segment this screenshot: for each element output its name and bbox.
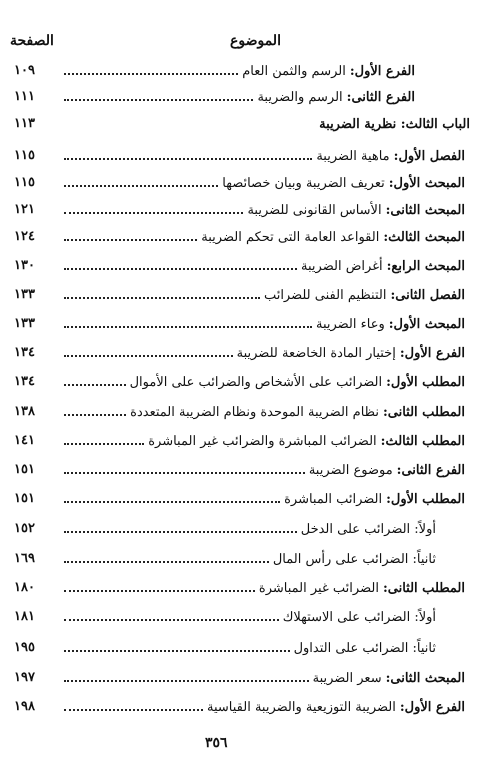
dot-leader — [64, 650, 290, 652]
toc-entry-title — [60, 371, 465, 393]
toc-entry-text: الضريبة التوزيعية والضريبة القياسية — [207, 699, 396, 715]
toc-entry — [0, 518, 500, 540]
toc-entry-label: المبحث الرابع: — [386, 258, 465, 274]
dot-leader — [64, 297, 260, 299]
toc-page-number: ١٤١ — [14, 433, 35, 448]
toc-entry — [0, 313, 500, 335]
toc-page-number: ١٩٥ — [14, 640, 35, 655]
toc-entry — [0, 459, 500, 481]
toc-entry-title — [60, 696, 465, 718]
toc-entry-label: المطلب الأول: — [386, 491, 465, 507]
toc-entry — [0, 606, 500, 628]
dot-leader — [64, 326, 312, 328]
toc-entry-title — [60, 401, 465, 423]
toc-entry — [0, 488, 500, 510]
dot-leader — [64, 501, 280, 503]
toc-page-number: ١٢٤ — [14, 229, 35, 244]
toc-entry — [0, 199, 500, 221]
toc-entry-text: نظام الضريبة الموحدة ونظام الضريبة المتعددة — [130, 404, 379, 420]
toc-entry-label: المبحث الأول: — [388, 175, 465, 191]
toc-page-number: ١١٥ — [14, 148, 35, 163]
toc-entry-title — [60, 667, 465, 689]
toc-entry — [0, 548, 500, 570]
toc-entry-label: المبحث الثانى: — [385, 202, 465, 218]
toc-entry-title — [60, 199, 465, 221]
dot-leader — [64, 561, 269, 563]
toc-page-number: ١٠٩ — [14, 63, 35, 78]
toc-entry-title — [60, 548, 440, 570]
toc-page-number: ١٣٣ — [14, 316, 35, 331]
toc-entry-title — [60, 60, 415, 82]
toc-entry-label: المطلب الأول: — [386, 374, 465, 390]
page-number: ٣٥٦ — [205, 735, 228, 751]
toc-entry-label: الفرع الثانى: — [346, 89, 415, 105]
toc-entry-text: أغراض الضريبة — [301, 258, 383, 274]
toc-entry — [0, 637, 500, 659]
toc-entry — [0, 255, 500, 277]
toc-page-number: ١٩٧ — [14, 670, 35, 685]
toc-entry-label: الفرع الثانى: — [396, 462, 465, 478]
toc-page-number: ١٥١ — [14, 462, 35, 477]
toc-entry-text: الضرائب غير المباشرة — [258, 580, 379, 596]
toc-entry — [0, 284, 500, 306]
toc-entry-label: الباب الثالث: نظرية الضريبة — [319, 116, 470, 132]
toc-entry — [0, 226, 500, 248]
toc-entry-text: وعاء الضريبة — [315, 316, 385, 332]
toc-entry — [0, 86, 500, 108]
subject-column-header: الموضوع — [230, 33, 281, 49]
toc-entry-label: المطلب الثالث: — [380, 433, 465, 449]
dot-leader — [64, 472, 305, 474]
toc-entry-label: الفرع الأول: — [399, 699, 465, 715]
toc-entry — [0, 667, 500, 689]
toc-entry — [0, 145, 500, 167]
toc-entry-label: الفرع الأول: — [349, 63, 415, 79]
toc-entry-text: الرسم والثمن العام — [242, 63, 346, 79]
toc-page-number: ١١٣ — [14, 116, 35, 131]
toc-entry-text: أولاً: الضرائب على الدخل — [300, 521, 436, 537]
toc-entry-text: الضرائب على الأشخاص والضرائب على الأموال — [129, 374, 383, 390]
toc-entry-text: الضرائب المباشرة والضرائب غير المباشرة — [148, 433, 377, 449]
toc-page-number: ١٩٨ — [14, 699, 35, 714]
toc-entry-title — [60, 313, 465, 335]
toc-page-number: ١١٥ — [14, 175, 35, 190]
toc-entry-title — [60, 342, 465, 364]
toc-page-number: ١٦٩ — [14, 551, 35, 566]
toc-page-number: ١٨١ — [14, 609, 35, 624]
toc-entry-title — [60, 430, 465, 452]
toc-entry-text: سعر الضريبة — [312, 670, 382, 686]
dot-leader — [64, 709, 203, 711]
toc-entry — [0, 577, 500, 599]
toc-entry — [0, 696, 500, 718]
toc-entry-title — [60, 145, 465, 167]
toc-page-number: ١٣٣ — [14, 287, 35, 302]
dot-leader — [64, 384, 126, 386]
toc-entry — [0, 172, 500, 194]
toc-entry-text: ثانياً: الضرائب على رأس المال — [272, 551, 436, 567]
toc-entry-label: المطلب الثانى: — [382, 404, 465, 420]
toc-entry-label: الفرع الأول: — [399, 345, 465, 361]
toc-entry-text: أولاً: الضرائب على الاستهلاك — [282, 609, 436, 625]
toc-entry-text: الرسم والضريبة — [257, 89, 343, 105]
toc-entry-title — [60, 637, 440, 659]
dot-leader — [64, 414, 126, 416]
toc-entry-title — [300, 113, 470, 135]
toc-entry-title — [60, 488, 465, 510]
dot-leader — [64, 158, 312, 160]
dot-leader — [64, 355, 233, 357]
toc-entry-text: الأساس القانونى للضريبة — [247, 202, 382, 218]
toc-entry — [0, 430, 500, 452]
toc-entry-text: ماهية الضريبة — [316, 148, 390, 164]
toc-page-number: ١٨٠ — [14, 580, 35, 595]
toc-entry-label: الفصل الأول: — [393, 148, 465, 164]
dot-leader — [64, 590, 255, 592]
toc-page-number: ١٣٤ — [14, 345, 35, 360]
toc-entry-label: المبحث الأول: — [388, 316, 465, 332]
toc-entry-label: الفصل الثانى: — [390, 287, 465, 303]
dot-leader — [64, 73, 238, 75]
toc-entry-text: القواعد العامة التى تحكم الضريبة — [201, 229, 380, 245]
toc-entry-label: المبحث الثانى: — [385, 670, 465, 686]
toc-entry-text: موضوع الضريبة — [308, 462, 393, 478]
toc-entry-title — [60, 86, 415, 108]
toc-page-number: ١١١ — [14, 89, 35, 104]
dot-leader — [64, 531, 297, 533]
dot-leader — [64, 239, 197, 241]
toc-page-number: ١٢١ — [14, 202, 35, 217]
page-column-header: الصفحة — [10, 33, 54, 49]
toc-entry — [0, 60, 500, 82]
toc-entry-title — [60, 284, 465, 306]
toc-entry-title — [60, 255, 465, 277]
dot-leader — [64, 185, 218, 187]
toc-entry — [0, 113, 500, 135]
dot-leader — [64, 268, 297, 270]
dot-leader — [64, 680, 309, 682]
toc-entry-label: المطلب الثانى: — [382, 580, 465, 596]
toc-entry-title — [60, 226, 465, 248]
toc-entry — [0, 401, 500, 423]
dot-leader — [64, 99, 253, 101]
toc-entry-title — [60, 518, 440, 540]
dot-leader — [64, 619, 279, 621]
toc-entry-title — [60, 606, 440, 628]
toc-page-number: ١٣٤ — [14, 374, 35, 389]
dot-leader — [64, 212, 243, 214]
toc-entry-text: ثانياً: الضرائب على التداول — [293, 640, 436, 656]
toc-entry-title — [60, 459, 465, 481]
toc-entry-text: التنظيم الفنى للضرائب — [263, 287, 387, 303]
toc-page-number: ١٣٠ — [14, 258, 35, 273]
toc-page-number: ١٥٢ — [14, 521, 35, 536]
toc-entry-label: المبحث الثالث: — [383, 229, 465, 245]
toc-page-number: ١٣٨ — [14, 404, 35, 419]
toc-entry-title — [60, 577, 465, 599]
toc-entry-text: تعريف الضريبة وبيان خصائصها — [222, 175, 385, 191]
toc-entry-title — [60, 172, 465, 194]
toc-entry-text: الضرائب المباشرة — [284, 491, 383, 507]
toc-page-number: ١٥١ — [14, 491, 35, 506]
toc-entry — [0, 342, 500, 364]
toc-entry-text: إختيار المادة الخاضعة للضريبة — [236, 345, 396, 361]
toc-entry — [0, 371, 500, 393]
dot-leader — [64, 443, 144, 445]
